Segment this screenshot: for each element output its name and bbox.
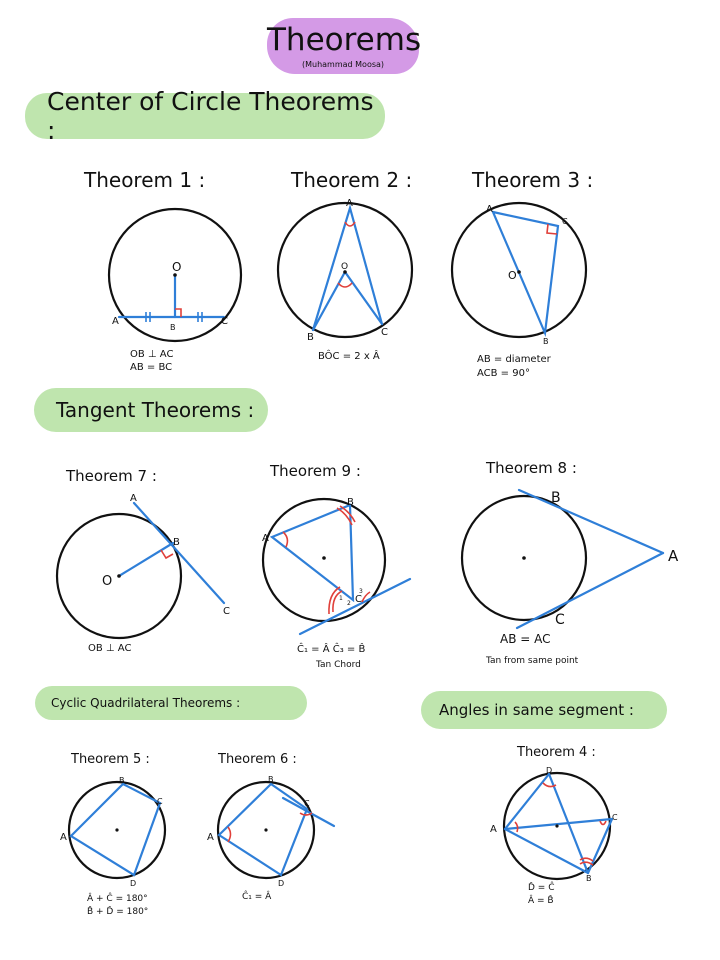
- point-label: 2: [347, 600, 351, 607]
- point-label: A: [346, 198, 353, 209]
- theorem-7-center-dot: [117, 574, 121, 578]
- point-label: A: [486, 204, 493, 215]
- point-label: B: [586, 874, 592, 883]
- theorem-9-caption-2: Tan Chord: [316, 660, 361, 670]
- theorem-2-angle-o: [338, 283, 352, 287]
- point-label: C: [381, 327, 388, 338]
- point-label: C: [221, 316, 228, 327]
- point-label: C: [157, 797, 163, 806]
- theorem-6-quadrilateral: [219, 784, 307, 875]
- theorem-7-heading: Theorem 7 :: [66, 467, 157, 485]
- point-label: D: [130, 879, 137, 888]
- point-label: O: [508, 269, 517, 282]
- theorem-3-caption-1: AB = diameter: [477, 354, 551, 365]
- point-label: C: [555, 612, 565, 628]
- theorem-7-right-angle: [161, 550, 173, 558]
- theorem-8-center-dot: [522, 556, 526, 560]
- theorem-1-caption-1: OB ⊥ AC: [130, 349, 174, 360]
- theorem-4-center-dot: [555, 824, 558, 827]
- theorem-6-angle-a: [228, 827, 231, 842]
- page-title: Theorems: [267, 22, 422, 58]
- theorem-3-caption-2: ACB = 90°: [477, 368, 530, 379]
- point-label: O: [341, 262, 349, 272]
- point-label: B: [307, 332, 314, 343]
- point-label: A: [130, 493, 137, 504]
- point-label: B: [268, 775, 274, 784]
- point-label: O: [172, 260, 182, 274]
- theorem-7-caption: OB ⊥ AC: [88, 643, 132, 654]
- point-label: A: [207, 832, 214, 843]
- theorem-5-center-dot: [115, 828, 118, 831]
- theorem-4-chord-ab: [505, 829, 588, 873]
- theorem-6-center-dot: [264, 828, 267, 831]
- theorem-8-tangent-ac: [517, 553, 663, 628]
- point-label: C: [355, 594, 362, 605]
- theorem-4-chord-ac: [505, 819, 612, 829]
- theorem-3-center-dot: [517, 270, 521, 274]
- theorem-9-center-dot: [322, 556, 326, 560]
- theorem-2-heading: Theorem 2 :: [291, 168, 413, 192]
- theorem-4-caption-1: D̂ = Ĉ: [528, 883, 555, 893]
- theorem-5-heading: Theorem 5 :: [71, 752, 150, 767]
- section-same-segment: Angles in same segment :: [421, 691, 667, 729]
- theorem-9-triangle: [272, 505, 353, 600]
- theorem-9-caption-1: Ĉ₁ = Â Ĉ₃ = B̂: [297, 644, 366, 655]
- theorem-3-heading: Theorem 3 :: [472, 168, 594, 192]
- point-label: C: [612, 813, 618, 822]
- point-label: B: [173, 537, 180, 548]
- point-label: B: [119, 776, 125, 785]
- theorem-7-radius: [119, 543, 173, 576]
- point-label: C: [304, 799, 310, 808]
- theorem-6-caption: Ĉ₁ = Â: [242, 892, 272, 902]
- point-label: A: [262, 533, 269, 544]
- theorem-6-heading: Theorem 6 :: [218, 752, 297, 767]
- point-label: O: [102, 574, 113, 589]
- theorem-4-angle-b: [580, 862, 593, 865]
- theorem-4-heading: Theorem 4 :: [517, 745, 596, 760]
- theorem-5-caption-2: B̂ + D̂ = 180°: [87, 907, 149, 917]
- point-label: D: [278, 879, 285, 888]
- point-label: B: [551, 490, 561, 506]
- theorem-1-heading: Theorem 1 :: [84, 168, 206, 192]
- point-label: C: [223, 606, 230, 617]
- point-label: A: [112, 316, 119, 327]
- author-note: (Muhammad Moosa): [301, 60, 385, 69]
- section-tangent: Tangent Theorems :: [34, 388, 268, 432]
- theorem-8-caption-1: AB = AC: [500, 632, 551, 646]
- theorem-8-tangent-ab: [519, 490, 663, 553]
- theorem-9-angle-b: [340, 506, 355, 522]
- point-label: 3: [359, 588, 363, 595]
- theorem-8-heading: Theorem 8 :: [486, 459, 577, 477]
- point-label: A: [60, 832, 67, 843]
- point-label: C: [562, 217, 568, 226]
- theorem-2-caption: BÔC = 2 x Â: [318, 351, 380, 362]
- theorem-2-central-angle: [313, 272, 382, 330]
- theorem-9-tangent: [300, 579, 410, 634]
- theorem-1-caption-2: AB = BC: [130, 362, 173, 373]
- point-label: 1: [339, 595, 343, 602]
- point-label: A: [490, 824, 497, 835]
- section-cyclic-quadrilateral: Cyclic Quadrilateral Theorems :: [35, 686, 307, 720]
- point-label: B: [170, 323, 176, 332]
- theorem-9-heading: Theorem 9 :: [270, 462, 361, 480]
- point-label: A: [668, 547, 679, 565]
- point-label: D: [546, 766, 553, 775]
- theorem-5-caption-1: Â + Ĉ = 180°: [87, 894, 148, 904]
- theorem-8-caption-2: Tan from same point: [486, 656, 579, 666]
- theorem-9-circle: [263, 499, 385, 621]
- theorem-4-angle-c: [600, 821, 606, 825]
- point-label: B: [347, 497, 354, 508]
- theorem-3-triangle: [493, 212, 558, 333]
- section-center-circle: Center of Circle Theorems :: [25, 93, 385, 139]
- point-label: B: [543, 337, 549, 346]
- theorem-4-caption-2: Â = B̂: [528, 896, 554, 906]
